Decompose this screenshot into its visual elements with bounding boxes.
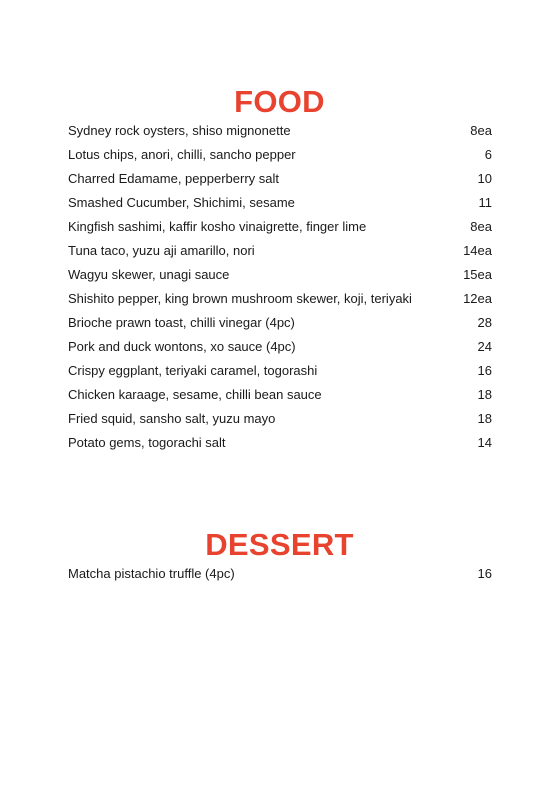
- food-menu-list: [68, 121, 492, 457]
- menu-item-price: 15ea: [463, 267, 492, 282]
- menu-item-price: 12ea: [463, 291, 492, 306]
- menu-item-name: Sydney rock oysters, shiso mignonette: [68, 123, 291, 138]
- menu-item-name: Shishito pepper, king brown mushroom skewer, koji, teriyaki: [68, 291, 412, 306]
- menu-item-price: 14ea: [463, 243, 492, 258]
- menu-item-price: 28: [477, 315, 492, 330]
- menu-item: [68, 289, 492, 313]
- menu-item: [68, 265, 492, 289]
- menu-item-price: 10: [477, 171, 492, 186]
- menu-item: [68, 313, 492, 337]
- menu-item-price: 18: [477, 387, 492, 402]
- menu-item-price: 8ea: [470, 123, 492, 138]
- menu-item-name: Matcha pistachio truffle (4pc): [68, 566, 235, 581]
- menu-item-price: 8ea: [470, 219, 492, 234]
- dessert-menu-list: [68, 564, 492, 588]
- menu-item-price: 24: [477, 339, 492, 354]
- menu-item-name: Brioche prawn toast, chilli vinegar (4pc): [68, 315, 295, 330]
- menu-item-name: Charred Edamame, pepperberry salt: [68, 171, 279, 186]
- menu-item-name: Fried squid, sansho salt, yuzu mayo: [68, 411, 276, 426]
- menu-item-name: Wagyu skewer, unagi sauce: [68, 267, 230, 282]
- dessert-section-title: DESSERT: [205, 526, 354, 562]
- menu-item-name: Chicken karaage, sesame, chilli bean sauce: [68, 387, 322, 402]
- menu-item-name: Tuna taco, yuzu aji amarillo, nori: [68, 243, 255, 258]
- menu-item: [68, 121, 492, 145]
- menu-item-price: 18: [477, 411, 492, 426]
- menu-item: [68, 564, 492, 588]
- menu-item-name: Crispy eggplant, teriyaki caramel, togorashi: [68, 363, 318, 378]
- menu-item-name: Kingfish sashimi, kaffir kosho vinaigrette, finger lime: [68, 219, 367, 234]
- menu-item: [68, 385, 492, 409]
- menu-item: [68, 145, 492, 169]
- menu-item: [68, 361, 492, 385]
- menu-item-price: 16: [477, 363, 492, 378]
- menu-item: [68, 169, 492, 193]
- menu-item-name: Pork and duck wontons, xo sauce (4pc): [68, 339, 296, 354]
- menu-item-name: Lotus chips, anori, chilli, sancho pepper: [68, 147, 296, 162]
- menu-item: [68, 433, 492, 457]
- menu-item: [68, 409, 492, 433]
- food-section-title: FOOD: [234, 83, 325, 119]
- menu-item-price: 16: [477, 566, 492, 581]
- menu-item-name: Potato gems, togorachi salt: [68, 435, 226, 450]
- menu-item: [68, 193, 492, 217]
- menu-item: [68, 337, 492, 361]
- menu-item-price: 11: [478, 195, 492, 210]
- menu-item-price: 6: [484, 147, 492, 162]
- menu-item: [68, 217, 492, 241]
- menu-item: [68, 241, 492, 265]
- menu-item-name: Smashed Cucumber, Shichimi, sesame: [68, 195, 295, 210]
- menu-item-price: 14: [477, 435, 492, 450]
